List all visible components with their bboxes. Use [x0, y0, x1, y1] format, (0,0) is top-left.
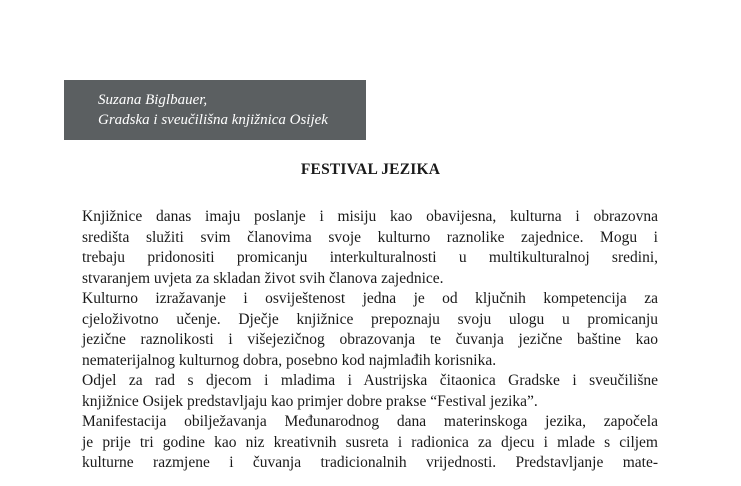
body-line: nematerijalnog kulturnog dobra, posebno kod najmlađih korisnika. — [82, 351, 497, 369]
body-line: je prije tri godine kao niz kreativnih susreta i radionica za djecu i mlade s ciljem — [82, 433, 658, 451]
body-line: kulturne razmjene i čuvanja tradicionalnih vrijednosti. Predstavljanje mate- — [82, 454, 658, 471]
body-line: trebaju pridonositi promicanju interkulturalnosti u multikulturalnoj sredini, — [82, 249, 658, 266]
article-title: FESTIVAL JEZIKA — [300, 161, 441, 178]
author-box — [64, 80, 366, 140]
body-line: Knjižnice danas imaju poslanje i misiju kao obavijesna, kulturna i obrazovna — [82, 208, 658, 225]
author-name: Suzana Biglbauer, — [98, 92, 208, 108]
body-line: stvaranjem uvjeta za skladan život svih članova zajednice. — [82, 269, 444, 287]
article-body — [82, 207, 658, 474]
author-affiliation: Gradska i sveučilišna knjižnica Osijek — [98, 112, 328, 128]
body-line: Odjel za rad s djecom i mladima i Austrijska čitaonica Gradske i sveučilišne — [82, 372, 658, 389]
body-line: knjižnice Osijek predstavljaju kao primjer dobre prakse “Festival jezika”. — [82, 392, 538, 410]
body-line: cjeloživotno učenje. Dječje knjižnice prepoznaju svoju ulogu u promicanju — [82, 310, 658, 328]
body-line: jezične raznolikosti i višejezičnog obrazovanja te čuvanja jezične baštine kao — [82, 331, 658, 348]
body-line: Manifestacija obilježavanja Međunarodnog dana materinskoga jezika, započela — [82, 413, 658, 430]
body-line: Kulturno izražavanje i osviještenost jedna je od ključnih kompetencija za — [82, 290, 658, 307]
body-line: središta služiti svim članovima svoje kulturno raznolike zajednice. Mogu i — [82, 228, 658, 246]
